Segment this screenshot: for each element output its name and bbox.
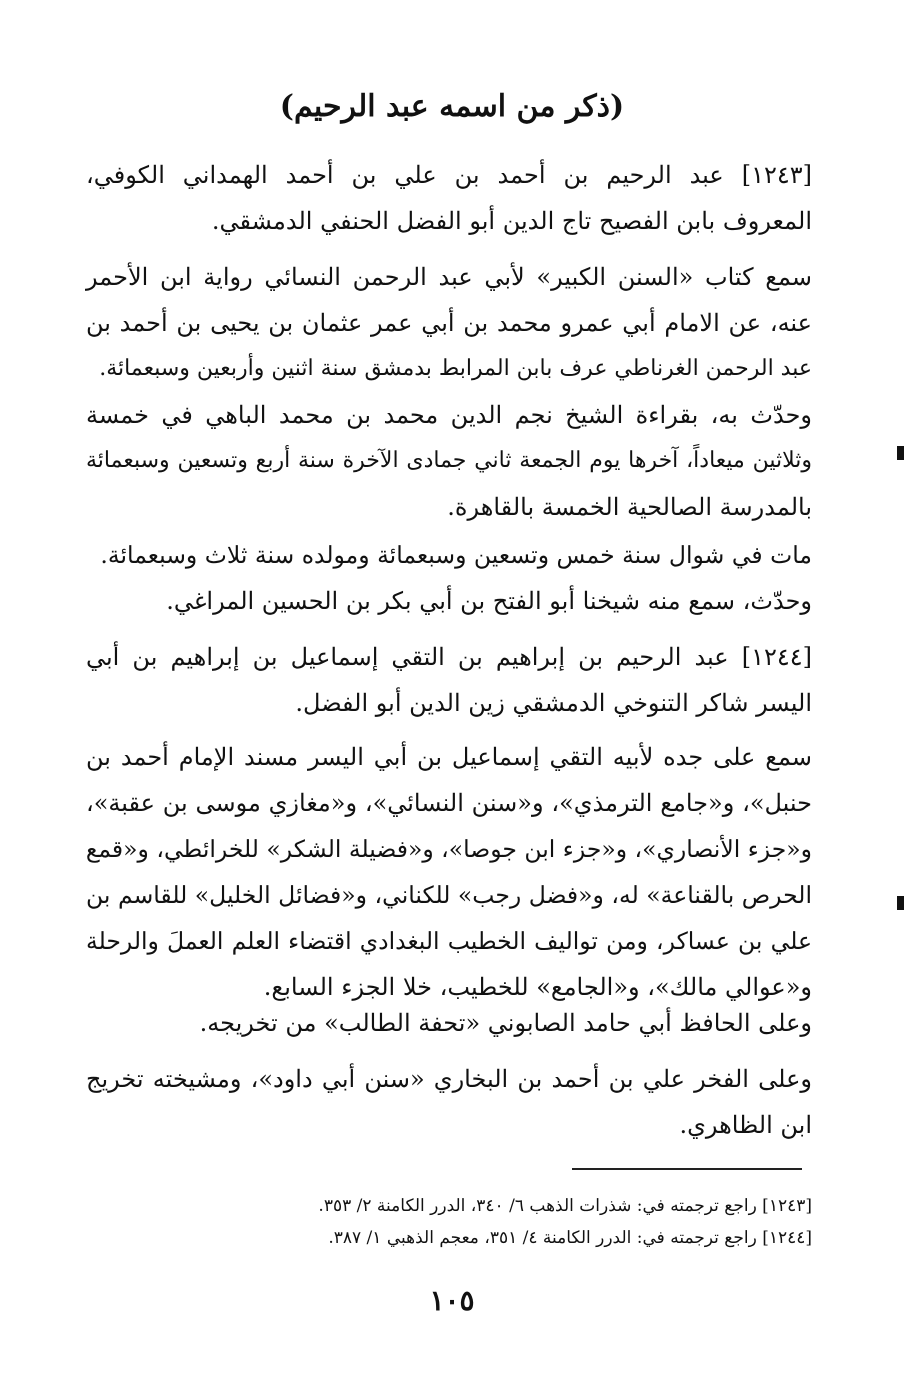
footnote-1243: [١٢٤٣] راجع ترجمته في: شذرات الذهب ٦/ ٣٤٠، الدرر الكامنة ٢/ ٣٥٣.: [318, 1196, 812, 1216]
entry-1244-header: [86, 634, 812, 726]
text-line: وعلى الفخر علي بن أحمد بن البخاري «سنن أبي داود»، ومشيخته تخريج: [86, 1065, 812, 1093]
footnote-1244: [١٢٤٤] راجع ترجمته في: الدرر الكامنة ٤/ ٣٥١، معجم الذهبي ١/ ٣٨٧.: [328, 1228, 812, 1248]
scan-edge-mark: [897, 446, 904, 460]
footnotes: [280, 1190, 812, 1254]
text-line: بالمدرسة الصالحية الخمسة بالقاهرة.: [447, 493, 812, 521]
entry-1243-paragraph-1: [86, 254, 812, 392]
entry-1243-header: [86, 152, 812, 244]
text-line: [١٢٤٤] عبد الرحيم بن إبراهيم بن التقي إسماعيل بن إبراهيم بن أبي: [86, 643, 812, 671]
page-number: ١٠٥: [429, 1284, 475, 1317]
entry-1243-paragraph-2: [86, 392, 812, 530]
text-line: سمع على جده لأبيه التقي إسماعيل بن أبي اليسر مسند الإمام أحمد بن: [86, 743, 812, 771]
text-line: وثلاثين ميعاداً، آخرها يوم الجمعة ثاني جمادى الآخرة سنة أربع وتسعين وسبعمائة: [86, 448, 812, 473]
text-line: وحدّث، سمع منه شيخنا أبو الفتح بن أبي بكر بن الحسين المراغي.: [166, 587, 812, 615]
text-line: وعلى الحافظ أبي حامد الصابوني «تحفة الطالب» من تخريجه.: [199, 1009, 812, 1037]
text-line: سمع كتاب «السنن الكبير» لأبي عبد الرحمن النسائي رواية ابن الأحمر: [86, 263, 812, 291]
entry-1244-paragraph-1: [86, 734, 812, 1010]
text-line: عبد الرحمن الغرناطي عرف بابن المرابط بدمشق سنة اثنين وأربعين وسبعمائة.: [99, 356, 812, 381]
text-line: [١٢٤٣] عبد الرحيم بن أحمد بن علي بن أحمد الهمداني الكوفي،: [86, 161, 812, 189]
text-line: حنبل»، و«جامع الترمذي»، و«سنن النسائي»، و«مغازي موسى بن عقبة»،: [86, 789, 812, 817]
text-line: المعروف بابن الفصيح تاج الدين أبو الفضل الحنفي الدمشقي.: [211, 207, 812, 235]
section-heading: (ذكر من اسمه عبد الرحيم): [279, 89, 625, 124]
text-line: الحرص بالقناعة» له، و«فضل رجب» للكناني، و«فضائل الخليل» للقاسم بن: [86, 881, 812, 909]
text-line: اليسر شاكر التنوخي الدمشقي زين الدين أبو الفضل.: [295, 689, 812, 717]
text-line: وحدّث به، بقراءة الشيخ نجم الدين محمد بن محمد الباهي في خمسة: [86, 401, 812, 429]
text-line: علي بن عساكر، ومن تواليف الخطيب البغدادي اقتضاء العلم العملَ والرحلة: [86, 927, 812, 955]
entry-1244-paragraph-2: [86, 1000, 812, 1046]
text-line: مات في شوال سنة خمس وتسعين وسبعمائة ومولده سنة ثلاث وسبعمائة.: [100, 541, 812, 569]
text-line: ابن الظاهري.: [679, 1111, 812, 1139]
text-line: و«جزء الأنصاري»، و«جزء ابن جوصا»، و«فضيلة الشكر» للخرائطي، و«قمع: [85, 835, 812, 863]
footnote-separator: [572, 1168, 802, 1170]
scan-edge-mark: [897, 896, 904, 910]
text-line: و«عوالي مالك»، و«الجامع» للخطيب، خلا الجزء السابع.: [263, 973, 812, 1001]
entry-1243-paragraph-3: [86, 532, 812, 624]
text-line: عنه، عن الامام أبي عمرو محمد بن أبي عمر عثمان بن يحيى بن أحمد بن: [86, 309, 812, 337]
entry-1244-paragraph-3: [86, 1056, 812, 1148]
